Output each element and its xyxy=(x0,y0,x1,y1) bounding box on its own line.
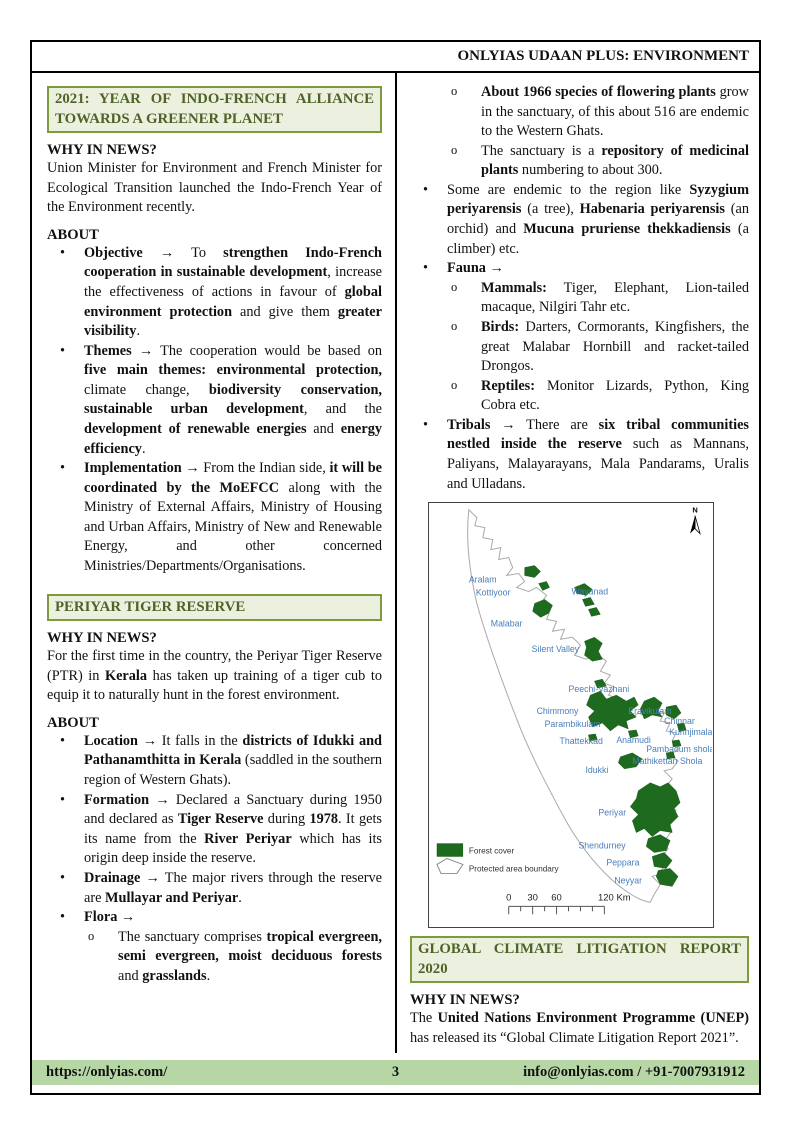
bullet-text: The sanctuary comprises tropical evergreen, semi evergreen, moist deciduous forests and grasslands. xyxy=(118,928,382,984)
map-place-label: Anamudi xyxy=(616,735,651,746)
bullet-marker: • xyxy=(60,244,66,261)
bullet-text: Objective → To strengthen Indo-French cooperation in sustainable development, increase the effectiveness of actions in favour of global environment protection and give them greater visibility. xyxy=(84,244,382,340)
indo-french-bullets xyxy=(47,244,382,577)
why-in-news-text: The United Nations Environment Programme (UNEP) has released its “Global Climate Litigation Report 2021”. xyxy=(410,1010,750,1046)
sub-bullet-item xyxy=(410,377,749,416)
footer-contact-link[interactable]: info@onlyias.com / +91-7007931912 xyxy=(523,1064,745,1080)
bullet-marker: o xyxy=(451,84,458,98)
sub-bullet-item xyxy=(410,318,749,377)
map-place-label: Periyar xyxy=(598,807,627,818)
bullet-text: Location → It falls in the districts of Idukki and Pathanamthitta in Kerala (saddled in the southern region of Western Ghats). xyxy=(84,732,382,789)
bullet-marker: o xyxy=(451,318,458,333)
map-place-label: Eravikulam xyxy=(628,706,672,717)
map-place-label: Neyyar xyxy=(614,875,643,886)
bullet-marker: • xyxy=(60,460,66,477)
map-place-label: Wayanad xyxy=(571,586,609,597)
bullet-marker: • xyxy=(60,342,66,359)
map-place-label: Parambikulam xyxy=(544,719,601,730)
bullet-text: Reptiles: Monitor Lizards, Python, King Cobra etc. xyxy=(481,377,749,414)
bullet-item xyxy=(47,244,382,342)
map-legend xyxy=(437,844,560,874)
legend-forest-swatch xyxy=(437,844,463,857)
bullet-marker: • xyxy=(423,416,429,433)
map-place-label: Chinnar xyxy=(664,716,695,727)
bullet-text: Mammals: Tiger, Elephant, Lion-tailed macaque, Nilgiri Tahr etc. xyxy=(481,279,749,316)
bullet-marker: • xyxy=(60,869,66,886)
map-place-label: Peechi-Vazhani xyxy=(568,684,630,695)
svg-text:30: 30 xyxy=(527,892,538,904)
bullet-item xyxy=(47,459,382,576)
map-place-label: Kottiyoor xyxy=(475,587,511,598)
sub-bullet-item xyxy=(410,142,749,181)
map-place-label: Pambadum shola xyxy=(646,744,712,755)
section-title-periyar xyxy=(47,594,382,622)
bullet-item xyxy=(47,342,382,459)
bullet-item xyxy=(410,181,749,259)
bullet-text: The sanctuary is a repository of medicinal plants numbering to about 300. xyxy=(481,142,749,179)
map-place-label: Kurinjimala xyxy=(669,727,712,738)
periyar-bullets xyxy=(47,732,382,987)
bullet-text: Drainage → The major rivers through the reserve are Mullayar and Periyar. xyxy=(84,869,382,906)
svg-text:120 Km: 120 Km xyxy=(598,892,631,904)
bullet-marker: • xyxy=(423,260,429,277)
map-place-label: Shendurney xyxy=(578,840,626,851)
section-title-text: 2021: YEAR OF INDO-FRENCH ALLIANCE TOWARDS A GREENER PLANET xyxy=(55,91,374,127)
right-column xyxy=(395,73,759,1053)
why-in-news-text: For the first time in the country, the Periyar Tiger Reserve (PTR) in Kerala has taken up training of a tiger cub to equip it to naturally hunt in the forest environment. xyxy=(47,648,383,704)
map-place-label: Silent Valley xyxy=(531,644,580,655)
sub-bullet-item xyxy=(410,83,749,142)
section-title-global-climate xyxy=(410,936,749,983)
kerala-protected-areas-map xyxy=(428,502,714,928)
footer-page-number: 3 xyxy=(391,1064,400,1080)
bullet-marker: o xyxy=(451,142,458,157)
footer-website-link[interactable]: https://onlyias.com/ xyxy=(46,1064,168,1080)
bullet-marker: • xyxy=(423,181,429,198)
why-in-news-text: Union Minister for Environment and French Minister for Ecological Transition launched the Indo-French Year of the Environment recently. xyxy=(47,160,382,216)
bullet-marker: o xyxy=(451,279,458,294)
bullet-text: Tribals → There are six tribal communities nestled inside the reserve such as Mannans, Paliyans, Malayarayans, Mala Pandarams, Uralis and Ulladans. xyxy=(447,416,749,492)
legend-boundary-swatch xyxy=(437,859,463,874)
bullet-text: Flora → xyxy=(84,909,136,926)
svg-text:0: 0 xyxy=(506,892,512,904)
map-place-label: Malabar xyxy=(490,618,523,629)
bullet-marker: • xyxy=(60,732,66,749)
map-place-label: Peppara xyxy=(606,857,640,868)
page-header xyxy=(32,42,759,73)
map-scale-bar xyxy=(506,892,631,914)
map-labels xyxy=(469,575,712,886)
page-footer xyxy=(32,1060,759,1085)
sub-bullet-item xyxy=(410,279,749,318)
bullet-text: Formation → Declared a Sanctuary during 1950 and declared as Tiger Reserve during 1978. It gets its name from the River Periyar which has its origin deep inside the reserve. xyxy=(84,791,382,867)
bullet-marker: • xyxy=(60,909,66,926)
bullet-marker: o xyxy=(88,928,95,943)
svg-text:N: N xyxy=(692,505,698,515)
bullet-item xyxy=(47,791,382,869)
bullet-item xyxy=(47,732,382,791)
svg-text:60: 60 xyxy=(551,892,562,904)
map-place-label: Aralam xyxy=(468,574,497,585)
bullet-text: Fauna → xyxy=(447,260,504,277)
map-svg xyxy=(429,503,712,926)
bullet-item xyxy=(47,908,382,928)
bullet-text: Birds: Darters, Cormorants, Kingfishers, the great Malabar Hornbill and racket-tailed Drongos. xyxy=(481,318,749,375)
map-place-label: Mathikettan Shola xyxy=(632,755,703,766)
map-place-label: Idukki xyxy=(585,764,609,775)
periyar-bullets-continued xyxy=(410,83,749,494)
bullet-text: Some are endemic to the region like Syzygium periyarensis (a tree), Habenaria periyarensis (an orchid) and Mucuna pruriense thekkadiensis (a climber) etc. xyxy=(447,181,749,257)
page-header-title: ONLYIAS UDAAN PLUS: ENVIRONMENT xyxy=(457,48,749,64)
north-arrow-icon xyxy=(690,506,700,534)
sub-bullet-item xyxy=(47,928,382,987)
map-place-label: Chimmony xyxy=(536,706,579,717)
why-in-news-heading: WHY IN NEWS? xyxy=(47,630,157,647)
bullet-text: About 1966 species of flowering plants grow in the sanctuary, of this about 516 are endemic to the Western Ghats. xyxy=(481,84,749,140)
left-column xyxy=(32,73,395,1053)
bullet-item xyxy=(410,259,749,279)
section-title-text: PERIYAR TIGER RESERVE xyxy=(55,598,246,615)
section-title-indo-french xyxy=(47,86,382,133)
content-columns xyxy=(32,73,759,1053)
section-title-text: GLOBAL CLIMATE LITIGATION REPORT 2020 xyxy=(418,941,741,977)
about-heading: ABOUT xyxy=(47,226,99,243)
bullet-marker: o xyxy=(451,377,458,392)
legend-forest-label: Forest cover xyxy=(468,846,515,856)
bullet-text: Implementation → From the Indian side, it will be coordinated by the MoEFCC along with the Ministry of External Affairs, Ministry of Housing and Urban Affairs, Ministry of New and Renewable Energy, and other concerned Ministries/Departments/Organisations. xyxy=(84,460,383,575)
why-in-news-heading: WHY IN NEWS? xyxy=(410,992,520,1009)
about-heading: ABOUT xyxy=(47,714,99,731)
map-place-label: Thattekkad xyxy=(559,736,603,747)
bullet-marker: • xyxy=(60,791,66,808)
why-in-news-heading: WHY IN NEWS? xyxy=(47,142,157,159)
page-sheet xyxy=(30,40,761,1095)
bullet-item xyxy=(47,869,382,908)
bullet-item xyxy=(410,416,749,494)
legend-boundary-label: Protected area boundary xyxy=(468,864,559,874)
bullet-text: Themes → The cooperation would be based on five main themes: environmental protection, climate change, biodiversity conservation, sustainable urban development, and the development of renewable energies and energy efficiency. xyxy=(84,342,383,457)
